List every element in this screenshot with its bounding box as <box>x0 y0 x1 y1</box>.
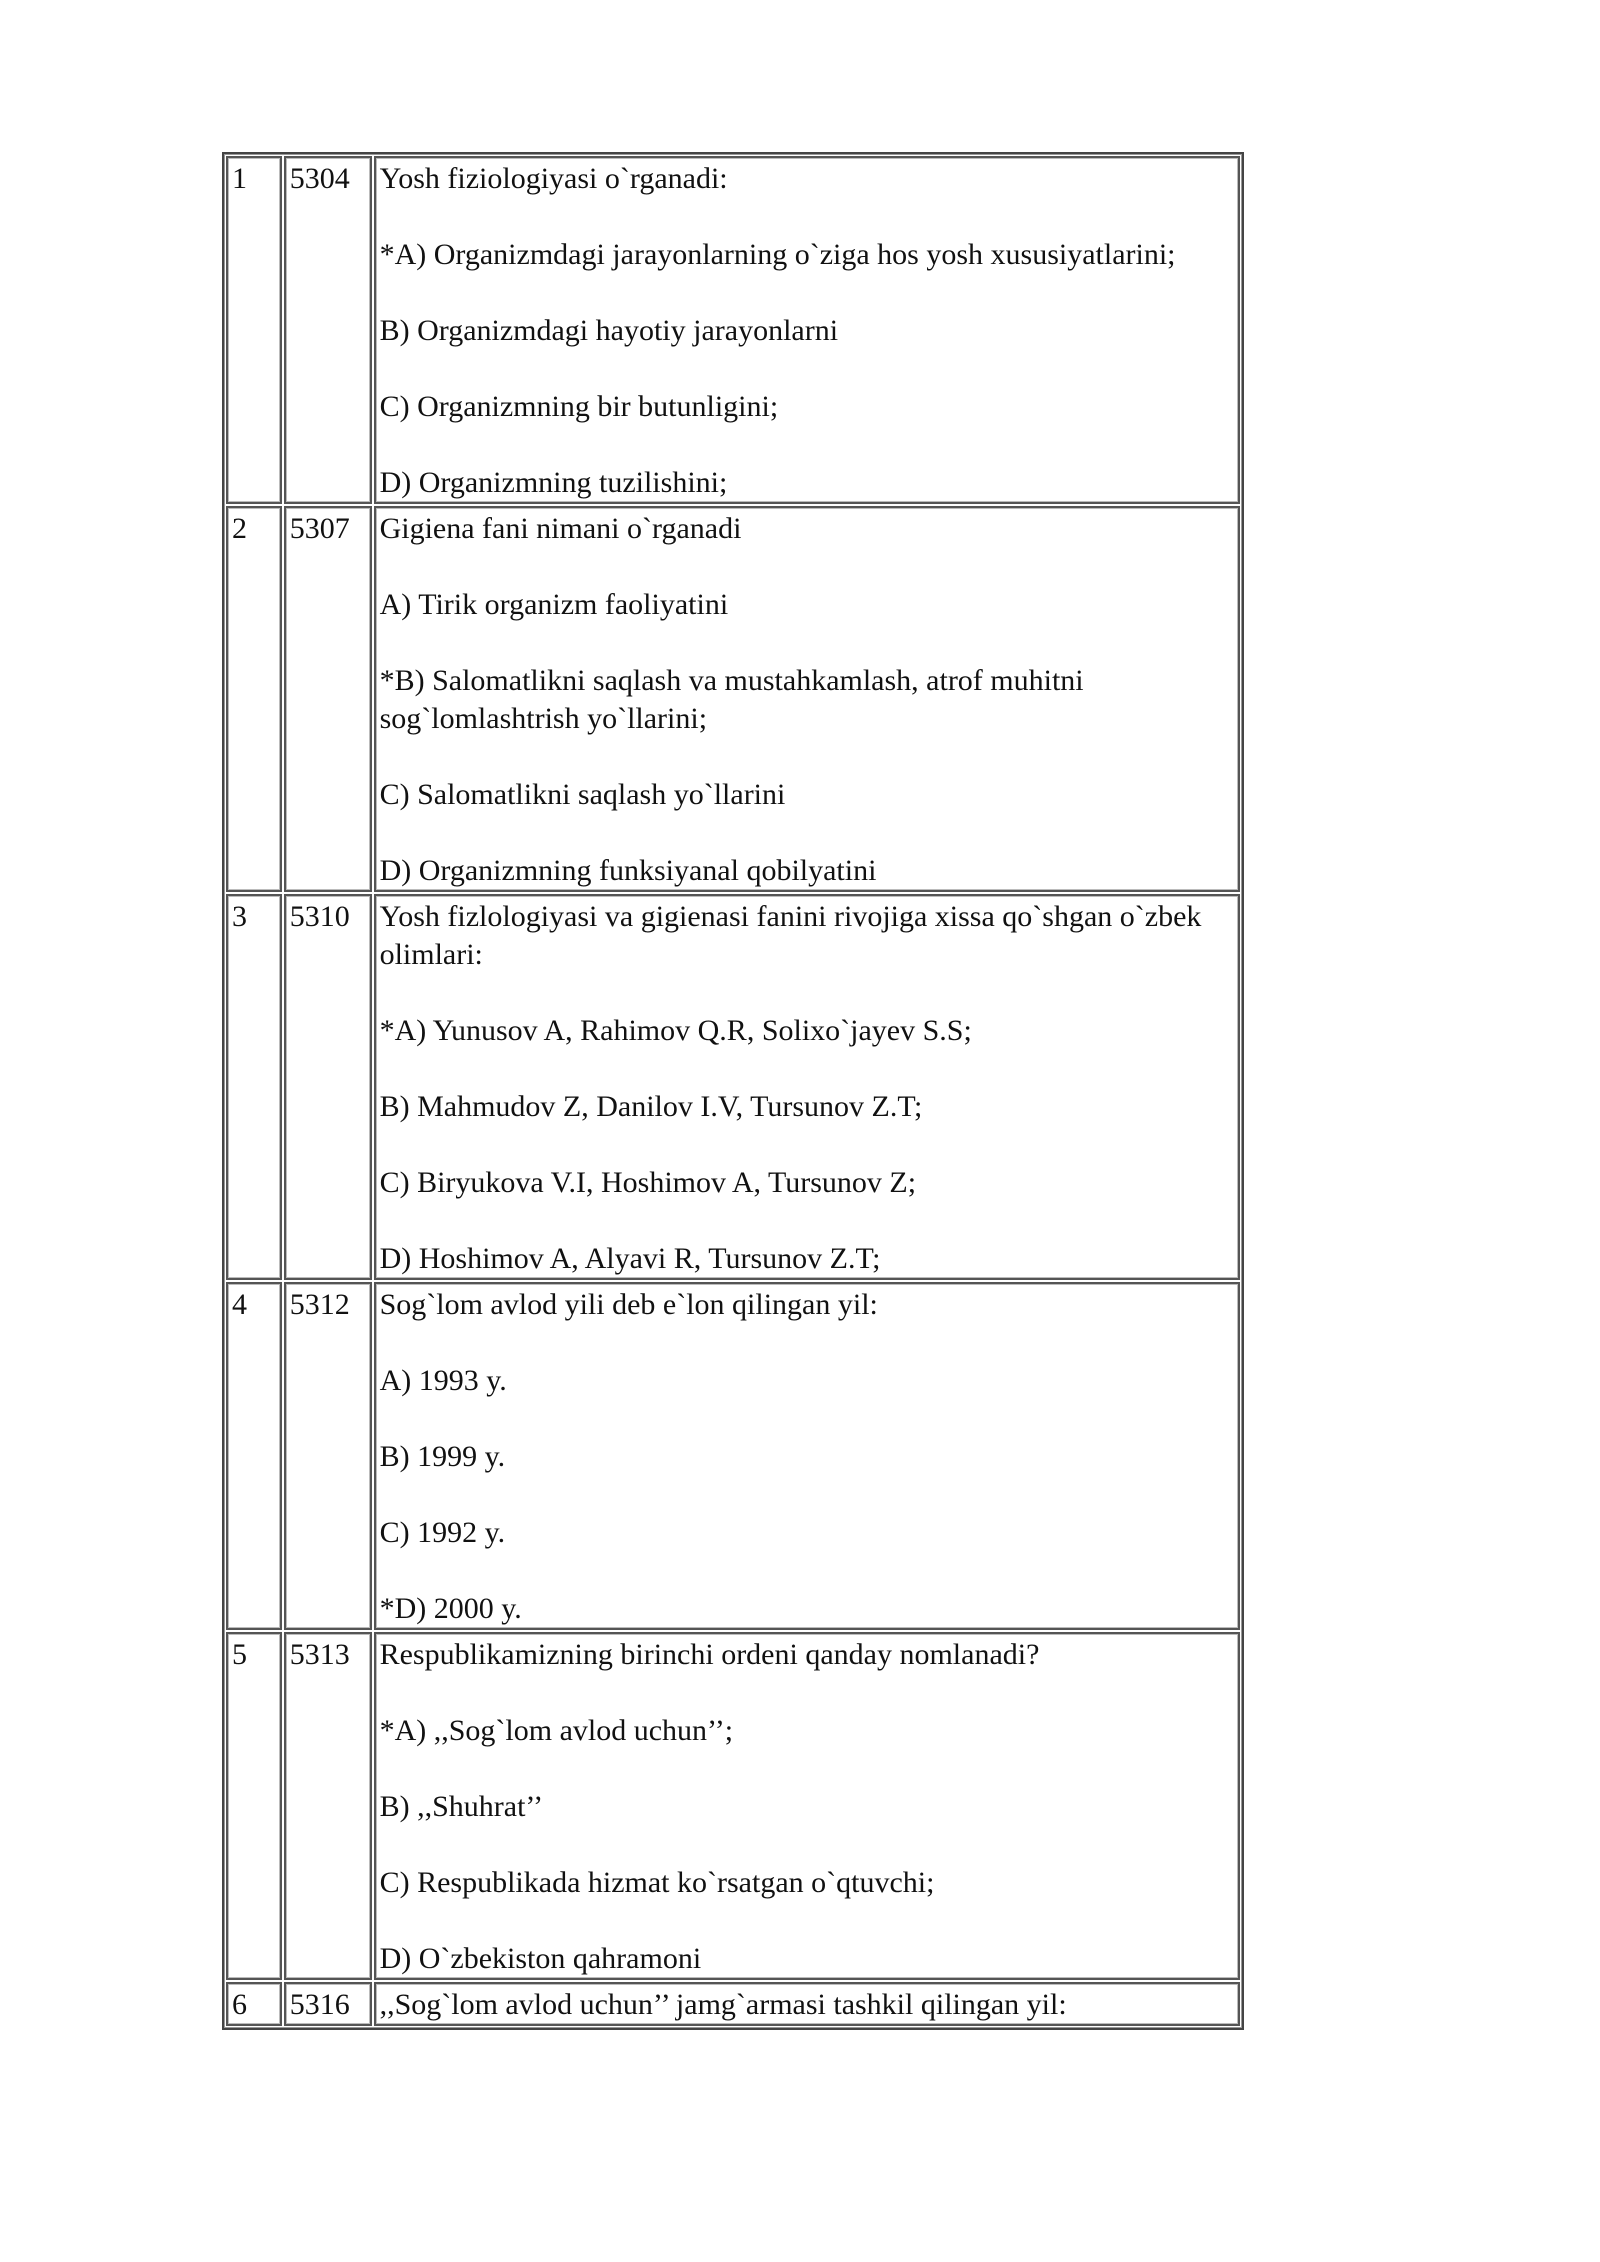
answer-option: B) 1999 y. <box>379 1440 506 1473</box>
answer-option: *B) Salomatlikni saqlash va mustahkamlash, atrof muhitni sog`lomlashtrish yo`llarini; <box>379 664 1084 735</box>
answer-option: D) Organizmning tuzilishini; <box>379 466 728 499</box>
answer-option: D) O`zbekiston qahramoni <box>379 1942 702 1975</box>
question-code: 5310 <box>284 894 372 1280</box>
answer-option: B) Mahmudov Z, Danilov I.V, Tursunov Z.T; <box>379 1090 923 1123</box>
question-number: 2 <box>226 506 282 892</box>
question-cell <box>374 1982 1240 2026</box>
question-code: 5312 <box>284 1282 372 1630</box>
answer-option: *A) Organizmdagi jarayonlarning o`ziga hos yosh xususiyatlarini; <box>379 238 1176 271</box>
answer-option: A) Tirik organizm faoliyatini <box>379 588 729 621</box>
answer-option: C) Salomatlikni saqlash yo`llarini <box>379 778 786 811</box>
answer-option: D) Organizmning funksiyanal qobilyatini <box>379 854 877 887</box>
question-code: 5316 <box>284 1982 372 2026</box>
question-text: Yosh fizlologiyasi va gigienasi fanini rivojiga xissa qo`shgan o`zbek olimlari: <box>379 900 1202 971</box>
question-number: 6 <box>226 1982 282 2026</box>
answer-option: C) Organizmning bir butunligini; <box>379 390 779 423</box>
answer-option: *A) Yunusov A, Rahimov Q.R, Solixo`jayev S.S; <box>379 1014 972 1047</box>
question-text: ,,Sog`lom avlod uchun’’ jamg`armasi tashkil qilingan yil: <box>379 1988 1067 2021</box>
question-code: 5304 <box>284 156 372 504</box>
answer-option: A) 1993 y. <box>379 1364 507 1397</box>
question-code: 5313 <box>284 1632 372 1980</box>
question-text: Gigiena fani nimani o`rganadi <box>379 512 742 545</box>
question-row <box>226 1982 1240 2026</box>
answer-option: *D) 2000 y. <box>379 1592 522 1625</box>
question-number: 1 <box>226 156 282 504</box>
question-number: 3 <box>226 894 282 1280</box>
answer-option: B) ,,Shuhrat’’ <box>379 1790 544 1823</box>
answer-option: B) Organizmdagi hayotiy jarayonlarni <box>379 314 839 347</box>
question-text: Sog`lom avlod yili deb e`lon qilingan yil: <box>379 1288 878 1321</box>
question-cell <box>374 894 1240 1280</box>
question-row <box>226 1282 1240 1630</box>
question-table <box>222 152 1244 2030</box>
answer-option: C) Respublikada hizmat ko`rsatgan o`qtuvchi; <box>379 1866 935 1899</box>
question-cell <box>374 1632 1240 1980</box>
question-cell <box>374 156 1240 504</box>
question-number: 5 <box>226 1632 282 1980</box>
question-number: 4 <box>226 1282 282 1630</box>
question-code: 5307 <box>284 506 372 892</box>
answer-option: *A) ,,Sog`lom avlod uchun’’; <box>379 1714 734 1747</box>
question-text: Respublikamizning birinchi ordeni qanday nomlanadi? <box>379 1638 1040 1671</box>
question-text: Yosh fiziologiyasi o`rganadi: <box>379 162 728 195</box>
question-row <box>226 1632 1240 1980</box>
question-table-body <box>226 156 1240 2026</box>
answer-option: C) 1992 y. <box>379 1516 506 1549</box>
question-row <box>226 156 1240 504</box>
answer-option: C) Biryukova V.I, Hoshimov A, Tursunov Z; <box>379 1166 917 1199</box>
question-cell <box>374 506 1240 892</box>
question-cell <box>374 1282 1240 1630</box>
question-row <box>226 506 1240 892</box>
question-row <box>226 894 1240 1280</box>
answer-option: D) Hoshimov A, Alyavi R, Tursunov Z.T; <box>379 1242 881 1275</box>
